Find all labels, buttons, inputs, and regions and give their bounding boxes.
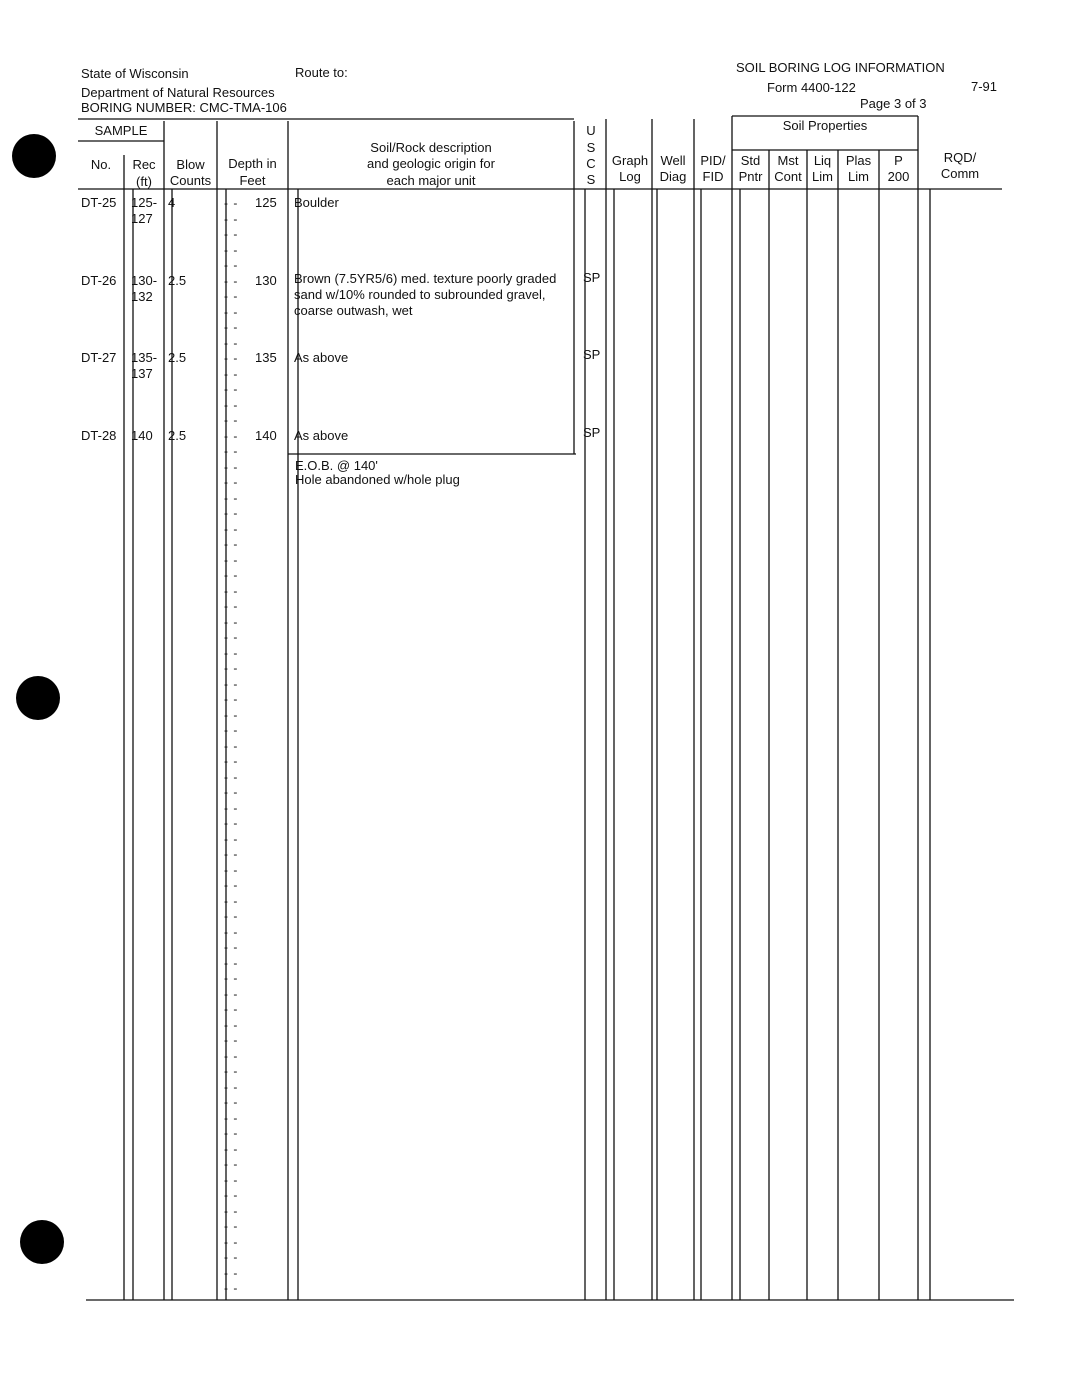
sample-rec-end: 132 xyxy=(131,289,153,304)
depth-tick: - - xyxy=(224,1049,239,1063)
depth-tick: - - xyxy=(224,801,239,815)
col-std-header-1: Std xyxy=(740,153,761,168)
depth-tick: - - xyxy=(224,1266,239,1280)
depth-value: 130 xyxy=(255,273,277,288)
depth-tick: - - xyxy=(224,599,239,613)
col-rec-header-1: Rec xyxy=(132,157,156,172)
sample-rec-end: 137 xyxy=(131,366,153,381)
depth-tick: - - xyxy=(224,661,239,675)
sample-rec: 135- xyxy=(131,350,158,365)
depth-tick: - - xyxy=(224,1126,239,1140)
depth-tick: - - xyxy=(224,475,239,489)
state-label: State of Wisconsin xyxy=(81,66,189,81)
col-std-header-2: Pntr xyxy=(738,169,763,184)
depth-tick: - - xyxy=(224,1018,239,1032)
col-liq-header-1: Liq xyxy=(813,153,832,168)
depth-tick: - - xyxy=(224,1235,239,1249)
col-desc-header-3: each major unit xyxy=(386,173,476,188)
col-mst-header-1: Mst xyxy=(777,153,799,168)
depth-tick: - - xyxy=(224,429,239,443)
end-of-boring-note: E.O.B. @ 140' xyxy=(295,458,378,473)
col-depth-header-2: Feet xyxy=(239,173,266,188)
soil-properties-header: Soil Properties xyxy=(782,118,868,133)
depth-tick: - - xyxy=(224,677,239,691)
depth-tick: - - xyxy=(224,212,239,226)
depth-tick: - - xyxy=(224,646,239,660)
depth-tick: - - xyxy=(224,785,239,799)
soil-description: As above xyxy=(294,428,349,443)
depth-tick: - - xyxy=(224,708,239,722)
col-desc-header-1: Soil/Rock description xyxy=(370,140,492,155)
col-uscs-header-3: C xyxy=(586,156,596,171)
depth-tick: - - xyxy=(224,1188,239,1202)
uscs-code: SP xyxy=(583,270,601,285)
depth-tick: - - xyxy=(224,1002,239,1016)
sample-no: DT-25 xyxy=(81,195,117,210)
col-pid-header-2: FID xyxy=(702,169,724,184)
depth-tick: - - xyxy=(224,615,239,629)
depth-tick: - - xyxy=(224,956,239,970)
soil-description: Boulder xyxy=(294,195,339,210)
depth-tick: - - xyxy=(224,413,239,427)
sample-no: DT-26 xyxy=(81,273,117,288)
col-graph-header-1: Graph xyxy=(611,153,649,168)
col-rqd-header-1: RQD/ xyxy=(943,150,977,165)
depth-value: 125 xyxy=(255,195,277,210)
depth-tick: - - xyxy=(224,460,239,474)
col-rqd-header-2: Comm xyxy=(940,166,980,181)
depth-tick: - - xyxy=(224,754,239,768)
depth-tick: - - xyxy=(224,444,239,458)
depth-tick: - - xyxy=(224,305,239,319)
depth-tick: - - xyxy=(224,243,239,257)
depth-tick: - - xyxy=(224,398,239,412)
depth-tick: - - xyxy=(224,894,239,908)
depth-tick: - - xyxy=(224,1173,239,1187)
form-number: Form 4400-122 xyxy=(767,80,856,95)
depth-tick: - - xyxy=(224,847,239,861)
col-depth-header-1: Depth in xyxy=(228,156,277,171)
col-mst-header-2: Cont xyxy=(774,169,802,184)
col-plas-header-1: Plas xyxy=(845,153,872,168)
col-desc-header-2: and geologic origin for xyxy=(367,156,495,171)
abandonment-note: Hole abandoned w/hole plug xyxy=(295,472,460,487)
col-rec-header-2: (ft) xyxy=(136,174,152,189)
depth-tick: - - xyxy=(224,491,239,505)
sample-no: DT-27 xyxy=(81,350,117,365)
depth-tick: - - xyxy=(224,863,239,877)
uscs-code: SP xyxy=(583,425,601,440)
sample-rec: 125- xyxy=(131,195,158,210)
sample-rec: 130- xyxy=(131,273,158,288)
depth-tick: - - xyxy=(224,367,239,381)
depth-tick: - - xyxy=(224,630,239,644)
form-title: SOIL BORING LOG INFORMATION xyxy=(736,60,945,75)
sample-no: DT-28 xyxy=(81,428,117,443)
depth-tick: - - xyxy=(224,770,239,784)
depth-tick: - - xyxy=(224,289,239,303)
col-no-header: No. xyxy=(90,157,112,172)
blow-counts: 4 xyxy=(168,195,176,210)
depth-tick: - - xyxy=(224,832,239,846)
depth-tick: - - xyxy=(224,1095,239,1109)
depth-tick: - - xyxy=(224,227,239,241)
depth-tick: - - xyxy=(224,971,239,985)
depth-value: 140 xyxy=(255,428,277,443)
depth-tick: - - xyxy=(224,1064,239,1078)
depth-tick: - - xyxy=(224,1033,239,1047)
uscs-code: SP xyxy=(583,347,601,362)
depth-tick: - - xyxy=(224,723,239,737)
depth-tick: - - xyxy=(224,336,239,350)
depth-tick: - - xyxy=(224,506,239,520)
blow-counts: 2.5 xyxy=(168,428,187,443)
depth-tick: - - xyxy=(224,522,239,536)
col-liq-header-2: Lim xyxy=(812,169,833,184)
depth-tick: - - xyxy=(224,692,239,706)
depth-tick: - - xyxy=(224,258,239,272)
depth-tick: - - xyxy=(224,878,239,892)
soil-description: Brown (7.5YR5/6) med. texture poorly graded sand w/10% rounded to subrounded gravel, coarse outwash, wet xyxy=(294,271,557,318)
depth-tick: - - xyxy=(224,987,239,1001)
col-pid-header-1: PID/ xyxy=(700,153,726,168)
depth-tick: - - xyxy=(224,584,239,598)
route-to-label: Route to: xyxy=(295,65,348,80)
depth-tick: - - xyxy=(224,320,239,334)
depth-tick: - - xyxy=(224,1111,239,1125)
col-uscs-header-2: S xyxy=(586,140,596,155)
depth-tick: - - xyxy=(224,816,239,830)
col-well-header-1: Well xyxy=(660,153,686,168)
sample-rec: 140 xyxy=(131,428,153,443)
depth-tick: - - xyxy=(224,382,239,396)
page-indicator: Page 3 of 3 xyxy=(860,96,927,111)
col-uscs-header-4: S xyxy=(586,172,596,187)
depth-tick: - - xyxy=(224,925,239,939)
col-uscs-header-1: U xyxy=(586,123,596,138)
depth-tick: - - xyxy=(224,1157,239,1171)
boring-number: BORING NUMBER: CMC-TMA-106 xyxy=(81,100,287,115)
depth-tick: - - xyxy=(224,1281,239,1295)
sample-group-header: SAMPLE xyxy=(94,123,148,138)
col-plas-header-2: Lim xyxy=(848,169,869,184)
depth-value: 135 xyxy=(255,350,277,365)
depth-tick: - - xyxy=(224,1204,239,1218)
col-blow-header-2: Counts xyxy=(169,173,212,188)
col-blow-header-1: Blow xyxy=(176,157,205,172)
depth-tick: - - xyxy=(224,1142,239,1156)
col-graph-header-2: Log xyxy=(619,169,641,184)
depth-tick: - - xyxy=(224,1250,239,1264)
col-well-header-2: Diag xyxy=(659,169,687,184)
depth-tick: - - xyxy=(224,553,239,567)
depth-tick: - - xyxy=(224,739,239,753)
depth-tick: - - xyxy=(224,274,239,288)
depth-tick: - - xyxy=(224,1219,239,1233)
form-revision: 7-91 xyxy=(971,79,998,94)
depth-tick: - - xyxy=(224,909,239,923)
blow-counts: 2.5 xyxy=(168,350,187,365)
department-label: Department of Natural Resources xyxy=(81,85,275,100)
depth-tick: - - xyxy=(224,568,239,582)
soil-description: As above xyxy=(294,350,349,365)
depth-tick: - - xyxy=(224,351,239,365)
depth-tick: - - xyxy=(224,537,239,551)
depth-tick: - - xyxy=(224,940,239,954)
depth-tick: - - xyxy=(224,196,239,210)
depth-tick: - - xyxy=(224,1080,239,1094)
col-p200-header-1: P xyxy=(894,153,903,168)
sample-rec-end: 127 xyxy=(131,211,153,226)
col-p200-header-2: 200 xyxy=(887,169,910,184)
blow-counts: 2.5 xyxy=(168,273,187,288)
